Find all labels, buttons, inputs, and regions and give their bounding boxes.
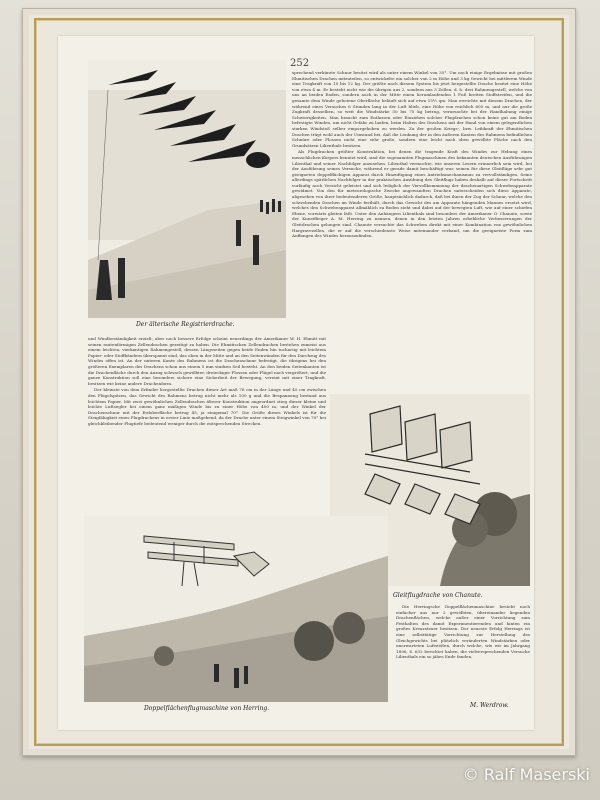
paragraph: Der kleinste von dem Erfinder hergestellte Drachen dieser Art maß 76 cm in der Länge und 45 cm zwischen den Flügelspitzen, das Gewicht des Rahmens betrug nicht mehr als 100 g und die Bespannung bestand aus leichtem Papier. Mit zwei gewöhnlichen Zellendrachen älterer Konstruktion angeordnet stieg dieser kleine und leichte Luftsegler bei einem ganz mäßigen Winde bis zu einer Höhe von 400 m, und der Winkel der Drachenschnur mit der Erdoberfläche betrug 45, ja einigemal 70°. Die Größe dieses Winkels ist für die Steigfähigkeit eines Flugdrachens in erster Linie maßgebend, da der Drache unter einem Steigwinkel von 70° bei gleichbleibender Flugtiefe bedeutend weniger durch die entsprechenden Strecken. [88, 387, 326, 426]
copyright-watermark: © Ralf Maserski [462, 765, 590, 784]
author-signature: M. Werdrow. [470, 702, 509, 709]
paragraph: und Windbeständigkeit erzielt; aber noch bessere Erfolge scheint neuerdings der Amerikaner W. H. Ehmitt mit seinen rautenförmigen Zellendrachen gezeitigt zu haben. Die Ehmitischen Zellendrachen bestehen zumeist aus einem leichten, vierkantigen Rahmengestell, dessen Längsseiten gegen beide Enden hin tuchartig mit leichtem Papier- oder Stoffbändern überspannt sind, das oben in der Mitte und an den Seitenwänden für den Durchzug des Windes offen ist. An der unteren Kante des Rahmens ist die Drachenschnur befestigt, die übrigens bei den größeren Exemplaren des Drachens schon aus einem 5 mm starken Seil besteht. An den beiden Seitenkanten ist die Drachenfläche durch den Anzug schwach gewölbter, dreieckiger Flossen oder Flügel nach vergrößert, und die ganze Konstruktion soll eine besonders sichere eine Sicherheit der Bewegung, vereint mit einer Tragkraft, besitzen wie keine andere Drachenform. [88, 336, 326, 386]
text-column-right-top [292, 70, 532, 400]
figure-caption-2: Gleitflugdrache von Chanute. [393, 592, 483, 599]
figure-kite-train [88, 60, 286, 318]
text-column-right-low [396, 604, 530, 700]
figure-caption-1: Der älterische Registrierdrache. [136, 321, 235, 328]
text-column-left-mid [88, 336, 326, 512]
figure-herring-machine [84, 516, 388, 702]
herring-illustration [84, 516, 388, 702]
page-number: 252 [290, 58, 310, 69]
figure-caption-3: Doppelflächenflugmaschine von Herring. [144, 705, 270, 712]
kite-train-illustration [88, 60, 286, 318]
paragraph: Als Flugdrachen größter Konstruktion, bei denen die tragende Kraft des Windes zur Hebung eines menschlichen Körpers benutzt wird, sind die sogenannten Flugmaschinen des bekannten deutschen Ausführungen Lilienthal und seiner Nachfolger anzusehen. Lilienthal vermochte, wie unseren Lesern erinnerlich sein wird, bei der Ausführung seines Versuche, während er gerade damit beschäftigt war, seinen für diese Gleitflüge sehr gut geeigneten doppelflächigen Apparat durch Hinzufügung eines Antriebsmechanismus zu vervollständigen. Seine allerdings spärlichen Nachfolger in der praktischen Ausübung des Gleitflugs haben deshalb auf dieser Fortschritt vorläufig noch Verzicht geleistet und sich lediglich der Vervollkommnung der drachenartigen Schwebeapparate gewidmet. Von den für meteorologische Zwecke angewandten Drachen unterscheiden sich diese Apparate, abgesehen von ihrer bedeutenderen Größe, hauptsächlich dadurch, daß bei ihnen der Zug der Schnur, welche den schwebenden Drachen im Winde festhält, durch das Gewicht des am Apparate hängenden Mannes ersetzt wird, welches den Schwebeapparat allmählich zu Boden zieht und dabei auf der bewegten Luft, wie auf einer schiefen Ebene, vorwärts gleiten läßt. Unter den Anhängern Lilienthals sind besonders der Amerikaner O. Chanute, sowie der Kunstflieger A. M. Herring zu nennen, denen in den letzten Jahren erhebliche Verbesserungen der Gleitdrachen gelungen sind. Chanute versuchte das Schweben direkt mit einer Kombination von gewöhnlichen Hargravezellen, die er auf die verschiedenste Weise miteinander verband, um die geeignetste Form zum Auffangen des Windes herauszufinden. [292, 149, 532, 239]
paragraph: sprechend verkürzte Schnur besitzt wird als unter einem Winkel von 35°. Um noch einige Ergebnisse mit großen Ehmitischen Drachen mitzuteilen, so entwickelte ein solcher von 2 m Höhe und 3 kg Gewicht bei mittlerem Winde eine Tragkraft von 10 bis 12 kg. Der größte nach diesem System bis jetzt hergestellte Drache besitzt eine Höhe von etwa 4 m. Er besteht nicht wie die übrigen aus 2, sondern aus 3 Zellen, d. h. drei Rahmengestell, welche von uns an beiden Enden, sondern auch in der Mitte einen herumlaufenden 1 Fuß breiten Stoffstreifen, und die gesamte dem Winde gebotene Oberfläche beläuft sich auf etwa 15½ qm. Man erreichte mit diesem Drachen, der während eines Versuches 6 Stunden lang in der Luft blieb, eine Höhe von reichlich 600 m, und nur die große Zugkraft desselben, so weit die Windstärke 50 bis 75 kg betrug, verursachte bei der Handhabung einige Schwierigkeiten. Man braucht zum Entlassen oder Einziehen solcher Flugdrachen schon keine gut am Boden befestigte Winden, um nicht Gefahr zu laufen, beim Halten des Drachens mit der Hand von einem gelegentlichen starken Windstoß selber emporgehoben zu werden. Zu der großen Kriegs-, bzw. Leibkraft der Ehmitischen Drachen trägt wohl auch der Umstand bei, daß die Lenkung der in den äußeren Kanten des Rahmens befindlichen Schnüre oder Flossen nicht eine sehr große, sondern eine leicht nach oben gewölbte Fläche nach den Grundsätzen Lilienthals besitzen. [292, 70, 532, 148]
paragraph: Die Herringsche Doppelflächenmaschine besteht noch einfacher aus nur 2 gewölbten, übereinander liegenden Drachenflächen, welche außer einer Vorrichtung zum Festhalten des damit Experimentierenden und hinten ein großes Kreuzsteuer besitzen. Der neueste Erfolg Herrings ist eine selbsttätige Vorrichtung zur Herstellung des Gleichgewichts bei plötzlich veränderten Windstärken oder unerwarteten Luftstößen, durch welche, wie wir im Jahrgang 1896, S. 632 berichtet haben, die vielversprechenden Versuche Lilienthals ein so jähes Ende fanden. [396, 604, 530, 660]
